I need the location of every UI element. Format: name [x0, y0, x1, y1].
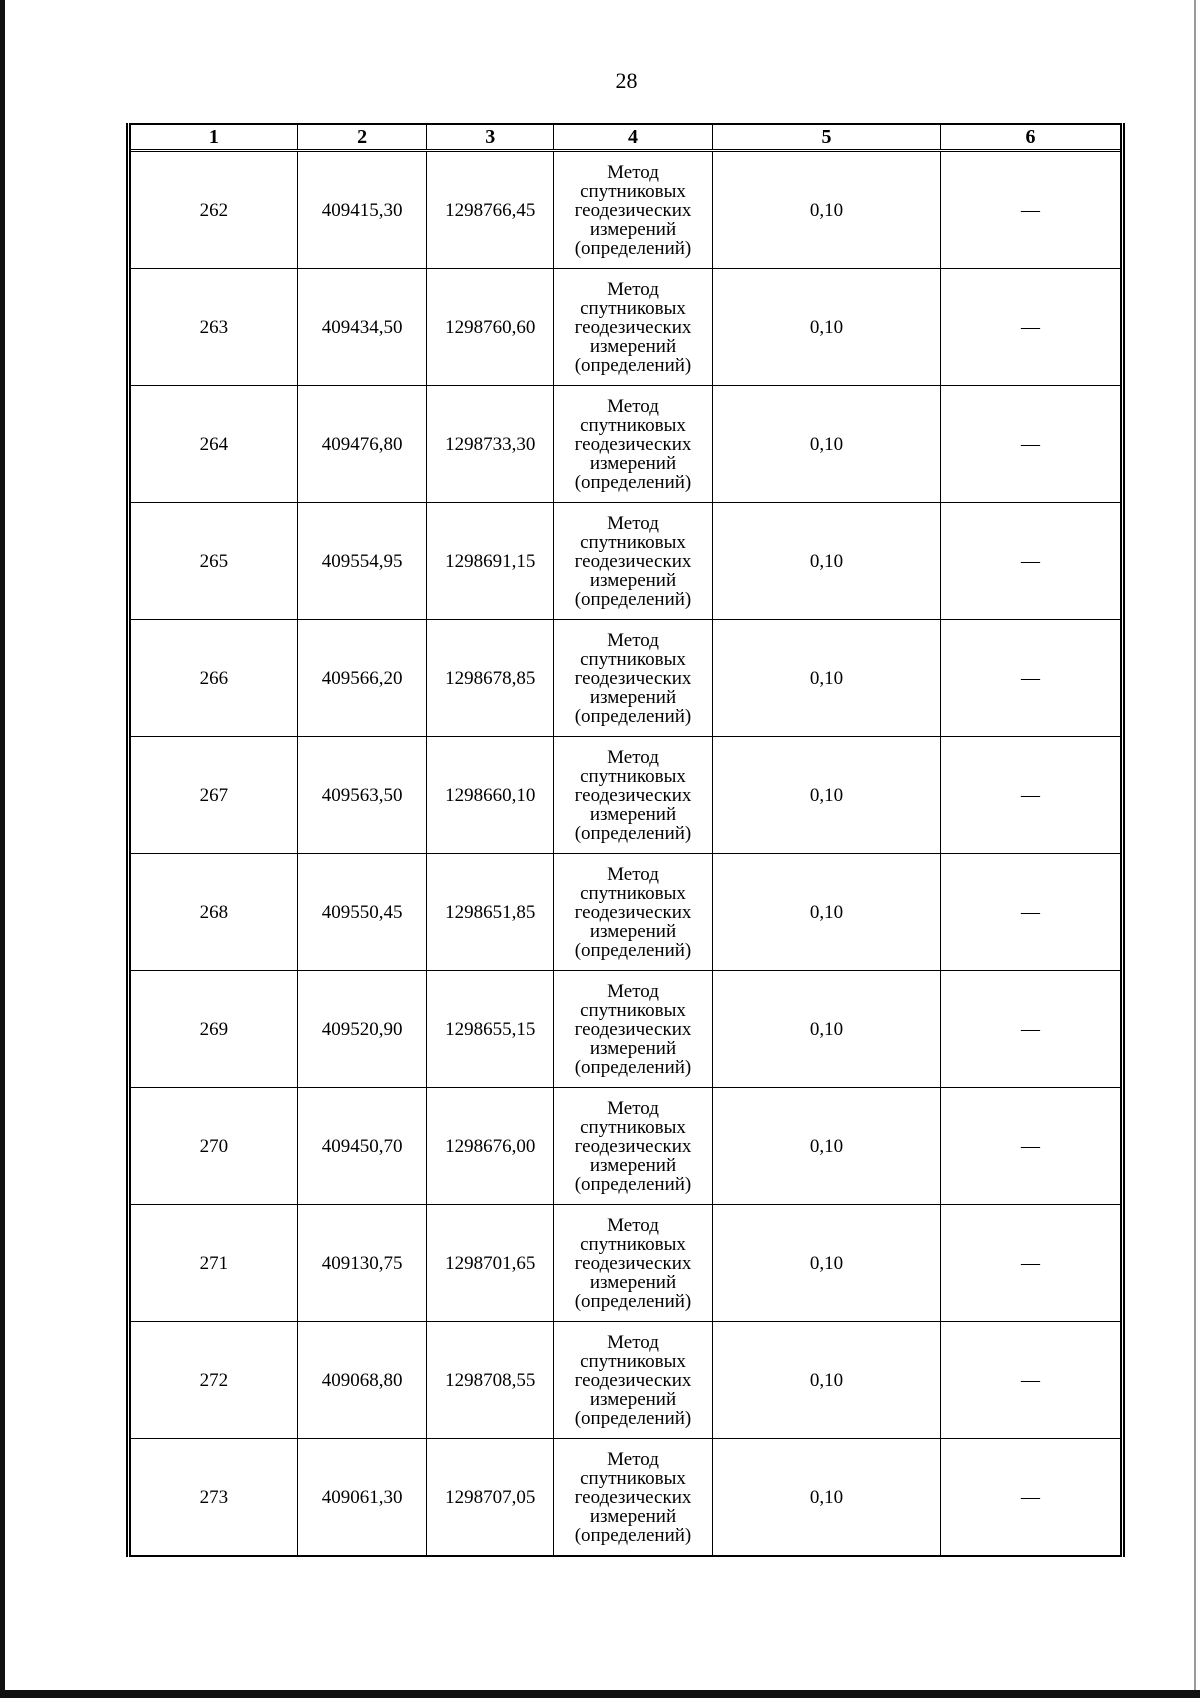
accuracy-cell: 0,10 [712, 854, 940, 971]
y-coordinate-cell: 1298766,45 [427, 151, 554, 269]
method-line: геодезических [574, 1018, 692, 1040]
method-cell [554, 620, 713, 737]
x-coordinate-cell: 409130,75 [297, 1205, 427, 1322]
point-number-cell: 264 [129, 386, 298, 503]
method-line: Метод [607, 512, 659, 534]
method-line: спутниковых [580, 1467, 686, 1489]
method-line: геодезических [574, 1252, 692, 1274]
x-coordinate-cell: 409450,70 [297, 1088, 427, 1205]
method-line: (определений) [574, 588, 692, 610]
method-line: спутниковых [580, 297, 686, 319]
table-row [129, 854, 1123, 971]
x-coordinate-cell: 409563,50 [297, 737, 427, 854]
column-header: 2 [297, 124, 427, 151]
method-line: Метод [607, 980, 659, 1002]
note-cell: — [941, 737, 1123, 854]
column-header: 3 [427, 124, 554, 151]
method-line: Метод [607, 746, 659, 768]
y-coordinate-cell: 1298660,10 [427, 737, 554, 854]
method-line: спутниковых [580, 1116, 686, 1138]
method-line: (определений) [574, 1524, 692, 1546]
method-line: геодезических [574, 1135, 692, 1157]
method-line: спутниковых [580, 1233, 686, 1255]
column-header: 1 [129, 124, 298, 151]
method-line: спутниковых [580, 531, 686, 553]
method-line: (определений) [574, 822, 692, 844]
point-number-cell: 262 [129, 151, 298, 269]
point-number-cell: 265 [129, 503, 298, 620]
table-row [129, 269, 1123, 386]
point-number-cell: 271 [129, 1205, 298, 1322]
note-cell: — [941, 151, 1123, 269]
method-cell [554, 269, 713, 386]
x-coordinate-cell: 409434,50 [297, 269, 427, 386]
method-line: измерений [589, 1154, 677, 1176]
y-coordinate-cell: 1298701,65 [427, 1205, 554, 1322]
coordinates-table [126, 123, 1125, 1557]
column-header: 4 [554, 124, 713, 151]
method-line: (определений) [574, 354, 692, 376]
point-number-cell: 263 [129, 269, 298, 386]
y-coordinate-cell: 1298678,85 [427, 620, 554, 737]
method-cell [554, 1088, 713, 1205]
method-line: измерений [589, 686, 677, 708]
method-line: Метод [607, 863, 659, 885]
note-cell: — [941, 1205, 1123, 1322]
table-row [129, 1088, 1123, 1205]
point-number-cell: 266 [129, 620, 298, 737]
accuracy-cell: 0,10 [712, 386, 940, 503]
page-number: 28 [615, 68, 638, 93]
method-line: геодезических [574, 667, 692, 689]
note-cell: — [941, 971, 1123, 1088]
x-coordinate-cell: 409550,45 [297, 854, 427, 971]
y-coordinate-cell: 1298760,60 [427, 269, 554, 386]
method-line: Метод [607, 629, 659, 651]
method-line: геодезических [574, 433, 692, 455]
method-line: измерений [589, 803, 677, 825]
accuracy-cell: 0,10 [712, 503, 940, 620]
method-cell [554, 503, 713, 620]
table-row [129, 1205, 1123, 1322]
point-number-cell: 267 [129, 737, 298, 854]
method-cell [554, 1205, 713, 1322]
method-line: геодезических [574, 316, 692, 338]
method-line: геодезических [574, 550, 692, 572]
note-cell: — [941, 1088, 1123, 1205]
point-number-cell: 270 [129, 1088, 298, 1205]
method-cell [554, 971, 713, 1088]
table-row [129, 737, 1123, 854]
method-line: спутниковых [580, 648, 686, 670]
accuracy-cell: 0,10 [712, 971, 940, 1088]
x-coordinate-cell: 409520,90 [297, 971, 427, 1088]
page-edge-right [1194, 0, 1196, 1698]
method-line: измерений [589, 1271, 677, 1293]
method-cell [554, 737, 713, 854]
method-line: измерений [589, 1037, 677, 1059]
method-line: Метод [607, 395, 659, 417]
table-row [129, 971, 1123, 1088]
accuracy-cell: 0,10 [712, 1088, 940, 1205]
note-cell: — [941, 503, 1123, 620]
x-coordinate-cell: 409554,95 [297, 503, 427, 620]
method-line: Метод [607, 1448, 659, 1470]
note-cell: — [941, 620, 1123, 737]
x-coordinate-cell: 409415,30 [297, 151, 427, 269]
method-line: измерений [589, 335, 677, 357]
table-row [129, 1439, 1123, 1557]
page-edge-left [0, 0, 5, 1698]
note-cell: — [941, 1322, 1123, 1439]
accuracy-cell: 0,10 [712, 151, 940, 269]
point-number-cell: 273 [129, 1439, 298, 1557]
note-cell: — [941, 386, 1123, 503]
y-coordinate-cell: 1298691,15 [427, 503, 554, 620]
accuracy-cell: 0,10 [712, 269, 940, 386]
y-coordinate-cell: 1298676,00 [427, 1088, 554, 1205]
x-coordinate-cell: 409068,80 [297, 1322, 427, 1439]
table-row [129, 620, 1123, 737]
method-line: (определений) [574, 1173, 692, 1195]
method-cell [554, 1322, 713, 1439]
method-line: Метод [607, 161, 659, 183]
method-line: измерений [589, 920, 677, 942]
accuracy-cell: 0,10 [712, 1322, 940, 1439]
method-line: Метод [607, 1097, 659, 1119]
accuracy-cell: 0,10 [712, 1205, 940, 1322]
method-line: Метод [607, 1331, 659, 1353]
method-line: (определений) [574, 1056, 692, 1078]
table-row [129, 386, 1123, 503]
method-line: измерений [589, 569, 677, 591]
method-line: геодезических [574, 199, 692, 221]
note-cell: — [941, 269, 1123, 386]
method-cell [554, 386, 713, 503]
y-coordinate-cell: 1298651,85 [427, 854, 554, 971]
method-line: измерений [589, 1388, 677, 1410]
note-cell: — [941, 1439, 1123, 1557]
page-edge-bottom [0, 1690, 1200, 1698]
method-line: (определений) [574, 939, 692, 961]
point-number-cell: 268 [129, 854, 298, 971]
method-line: Метод [607, 278, 659, 300]
method-line: геодезических [574, 784, 692, 806]
table-row [129, 503, 1123, 620]
y-coordinate-cell: 1298707,05 [427, 1439, 554, 1557]
y-coordinate-cell: 1298708,55 [427, 1322, 554, 1439]
y-coordinate-cell: 1298733,30 [427, 386, 554, 503]
method-line: (определений) [574, 1407, 692, 1429]
x-coordinate-cell: 409566,20 [297, 620, 427, 737]
point-number-cell: 272 [129, 1322, 298, 1439]
method-line: спутниковых [580, 180, 686, 202]
method-line: (определений) [574, 471, 692, 493]
accuracy-cell: 0,10 [712, 1439, 940, 1557]
method-line: (определений) [574, 705, 692, 727]
column-header: 6 [941, 124, 1123, 151]
accuracy-cell: 0,10 [712, 737, 940, 854]
method-line: геодезических [574, 901, 692, 923]
y-coordinate-cell: 1298655,15 [427, 971, 554, 1088]
column-header: 5 [712, 124, 940, 151]
method-line: спутниковых [580, 765, 686, 787]
point-number-cell: 269 [129, 971, 298, 1088]
method-line: спутниковых [580, 999, 686, 1021]
method-line: (определений) [574, 237, 692, 259]
method-line: измерений [589, 452, 677, 474]
method-line: спутниковых [580, 414, 686, 436]
table-row [129, 1322, 1123, 1439]
method-line: Метод [607, 1214, 659, 1236]
table-row [129, 151, 1123, 269]
method-line: геодезических [574, 1369, 692, 1391]
accuracy-cell: 0,10 [712, 620, 940, 737]
note-cell: — [941, 854, 1123, 971]
method-line: геодезических [574, 1486, 692, 1508]
table-body [129, 151, 1123, 1557]
method-line: измерений [589, 1505, 677, 1527]
x-coordinate-cell: 409061,30 [297, 1439, 427, 1557]
method-line: (определений) [574, 1290, 692, 1312]
method-line: спутниковых [580, 1350, 686, 1372]
method-cell [554, 854, 713, 971]
method-line: спутниковых [580, 882, 686, 904]
x-coordinate-cell: 409476,80 [297, 386, 427, 503]
method-cell [554, 151, 713, 269]
table-header-row [129, 124, 1123, 151]
method-line: измерений [589, 218, 677, 240]
method-cell [554, 1439, 713, 1557]
